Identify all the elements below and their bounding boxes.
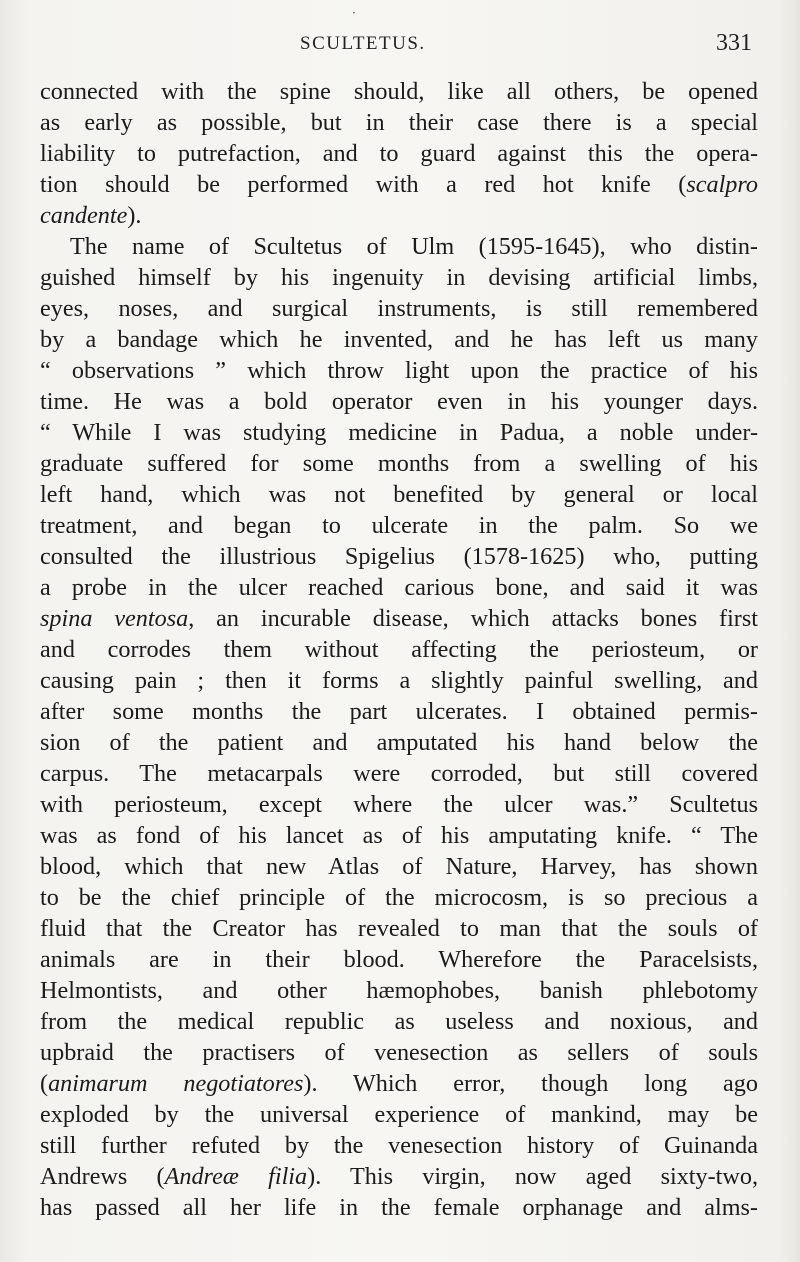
text-line	[40, 76, 758, 107]
body-text	[40, 76, 758, 1223]
italic-phrase: spina ventosa	[40, 605, 189, 632]
text-line	[40, 1192, 758, 1223]
text-line	[40, 479, 758, 510]
text-line	[40, 789, 758, 820]
text-line	[40, 975, 758, 1006]
text-line	[40, 417, 758, 448]
header-mark: ·	[352, 6, 356, 20]
text-line	[40, 1161, 758, 1192]
text-segment: , an incurable disease, which attacks bones first	[188, 605, 758, 632]
text-line	[40, 1130, 758, 1161]
text-segment: treatment, and began to ulcerate in the palm. So we	[40, 512, 758, 539]
text-segment: (	[40, 1070, 49, 1097]
italic-phrase: animarum negotiatores	[48, 1070, 304, 1097]
text-segment: and corrodes them without affecting the periosteum, or	[40, 636, 758, 663]
text-segment: was as fond of his lancet as of his amputating knife. “ The	[40, 822, 758, 849]
text-segment: blood, which that new Atlas of Nature, Harvey, has shown	[40, 853, 758, 880]
text-line	[40, 1099, 758, 1130]
text-line	[40, 944, 758, 975]
text-segment: “ While I was studying medicine in Padua, a noble under-	[40, 419, 758, 446]
text-segment: liability to putrefaction, and to guard against this the opera-	[40, 140, 758, 167]
text-segment: eyes, noses, and surgical instruments, is still remembered	[40, 295, 758, 322]
italic-phrase: scalpro	[686, 171, 758, 198]
text-line	[40, 913, 758, 944]
text-line	[40, 1006, 758, 1037]
text-segment: to be the chief principle of the microcosm, is so precious a	[40, 884, 758, 911]
text-segment: has passed all her life in the female orphanage and alms-	[40, 1194, 758, 1221]
page-header	[0, 6, 800, 70]
text-line	[40, 727, 758, 758]
text-segment: still further refuted by the venesection history of Guinanda	[40, 1132, 758, 1159]
text-line	[40, 820, 758, 851]
text-line	[40, 262, 758, 293]
text-line	[40, 293, 758, 324]
text-line	[40, 1037, 758, 1068]
text-segment: time. He was a bold operator even in his younger days.	[40, 388, 758, 415]
text-line	[40, 851, 758, 882]
text-segment: ). This virgin, now aged sixty-two,	[307, 1163, 758, 1190]
text-segment: ).	[127, 202, 142, 229]
text-segment: upbraid the practisers of venesection as sellers of souls	[40, 1039, 758, 1066]
text-line	[40, 758, 758, 789]
text-line	[40, 355, 758, 386]
italic-phrase: candente	[40, 202, 128, 229]
text-segment: Helmontists, and other hæmophobes, banish phlebotomy	[40, 977, 758, 1004]
text-line	[40, 882, 758, 913]
text-segment: fluid that the Creator has revealed to man that the souls of	[40, 915, 758, 942]
text-line	[40, 696, 758, 727]
text-segment: left hand, which was not benefited by general or local	[40, 481, 758, 508]
text-line	[40, 634, 758, 665]
text-segment: sion of the patient and amputated his hand below the	[40, 729, 758, 756]
text-line	[40, 572, 758, 603]
text-line	[40, 138, 758, 169]
running-head: SCULTETUS.	[300, 33, 426, 54]
text-segment: guished himself by his ingenuity in devising artificial limbs,	[40, 264, 758, 291]
text-line	[40, 510, 758, 541]
text-line	[40, 231, 758, 262]
page-number: 331	[716, 30, 752, 56]
text-segment: causing pain ; then it forms a slightly painful swelling, and	[40, 667, 758, 694]
text-segment: The name of Scultetus of Ulm (1595-1645), who distin-	[70, 233, 758, 260]
text-segment: consulted the illustrious Spigelius (1578-1625) who, putting	[40, 543, 758, 570]
text-segment: Andrews (	[40, 1163, 165, 1190]
text-line	[40, 324, 758, 355]
text-segment: animals are in their blood. Wherefore the Paracelsists,	[40, 946, 758, 973]
text-segment: from the medical republic as useless and noxious, and	[40, 1008, 758, 1035]
text-segment: a probe in the ulcer reached carious bone, and said it was	[40, 574, 758, 601]
italic-phrase: Andreæ filia	[164, 1163, 308, 1190]
text-segment: by a bandage which he invented, and he has left us many	[40, 326, 758, 353]
text-segment: with periosteum, except where the ulcer was.” Scultetus	[40, 791, 758, 818]
text-line	[40, 386, 758, 417]
text-segment: connected with the spine should, like all others, be opened	[40, 78, 758, 105]
text-segment: tion should be performed with a red hot knife (	[40, 171, 687, 198]
text-line	[40, 200, 758, 231]
text-line	[40, 448, 758, 479]
text-segment: exploded by the universal experience of mankind, may be	[40, 1101, 758, 1128]
text-segment: after some months the part ulcerates. I obtained permis-	[40, 698, 758, 725]
text-line	[40, 665, 758, 696]
text-segment: “ observations ” which throw light upon the practice of his	[40, 357, 758, 384]
text-line	[40, 107, 758, 138]
text-segment: carpus. The metacarpals were corroded, but still covered	[40, 760, 758, 787]
text-line	[40, 169, 758, 200]
text-segment: ). Which error, though long ago	[303, 1070, 758, 1097]
text-segment: graduate suffered for some months from a swelling of his	[40, 450, 758, 477]
text-line	[40, 541, 758, 572]
text-line	[40, 1068, 758, 1099]
text-line	[40, 603, 758, 634]
text-segment: as early as possible, but in their case there is a special	[40, 109, 758, 136]
